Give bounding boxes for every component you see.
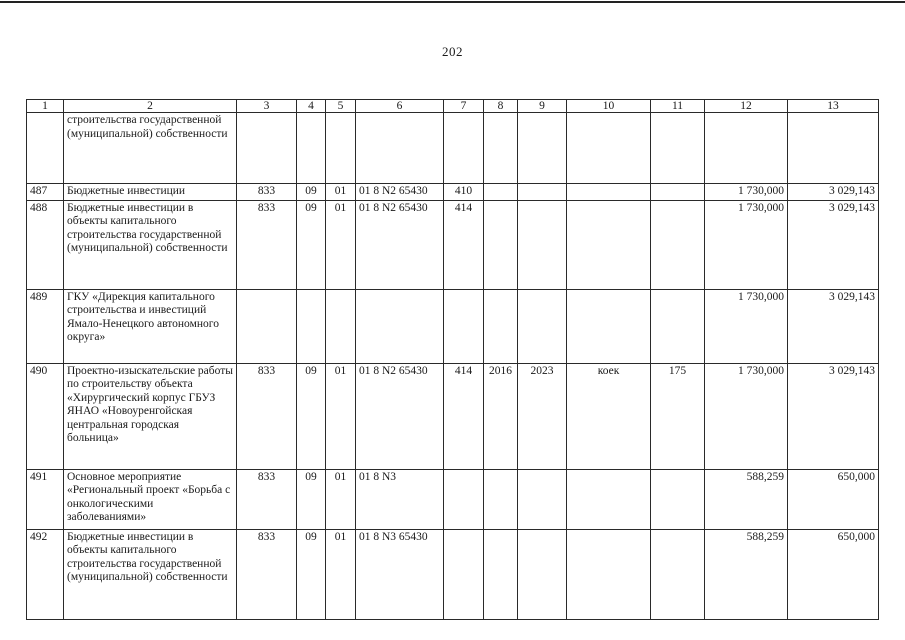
cell-section: 09 — [297, 529, 326, 619]
cell-start-year — [484, 469, 518, 529]
cell-capacity — [651, 200, 705, 289]
cell-amount-13 — [788, 113, 879, 184]
cell-amount-12: 1 730,000 — [705, 363, 788, 469]
cell-expense-type — [444, 529, 484, 619]
table-row — [27, 469, 879, 529]
cell-subsection — [326, 113, 356, 184]
cell-expense-type — [444, 289, 484, 363]
column-header: 12 — [705, 100, 788, 113]
table-row — [27, 184, 879, 201]
cell-amount-12: 1 730,000 — [705, 289, 788, 363]
cell-subsection: 01 — [326, 469, 356, 529]
cell-amount-12: 588,259 — [705, 529, 788, 619]
row-name: Бюджетные инвестиции в объекты капитального строительства государственной (муниципальной) собственности — [64, 200, 237, 289]
cell-section: 09 — [297, 469, 326, 529]
cell-section — [297, 113, 326, 184]
cell-amount-12: 588,259 — [705, 469, 788, 529]
cell-end-year — [518, 289, 567, 363]
column-header: 11 — [651, 100, 705, 113]
cell-ministry-code: 833 — [237, 469, 297, 529]
row-name: Основное мероприятие «Региональный проект «Борьба с онкологическими заболеваниями» — [64, 469, 237, 529]
column-header: 1 — [27, 100, 64, 113]
table-row — [27, 289, 879, 363]
budget-table — [26, 99, 879, 620]
cell-subsection: 01 — [326, 529, 356, 619]
table-row — [27, 529, 879, 619]
cell-subsection: 01 — [326, 363, 356, 469]
cell-section — [297, 289, 326, 363]
cell-subsection: 01 — [326, 200, 356, 289]
row-number: 487 — [27, 184, 64, 201]
column-header: 8 — [484, 100, 518, 113]
cell-unit — [567, 113, 651, 184]
cell-end-year — [518, 200, 567, 289]
cell-amount-13: 3 029,143 — [788, 184, 879, 201]
row-number: 491 — [27, 469, 64, 529]
column-header: 6 — [356, 100, 444, 113]
cell-section: 09 — [297, 200, 326, 289]
cell-ministry-code — [237, 113, 297, 184]
page-number: 202 — [442, 44, 463, 59]
table-row — [27, 363, 879, 469]
cell-unit — [567, 200, 651, 289]
table-row — [27, 200, 879, 289]
row-name: ГКУ «Дирекция капитального строительства и инвестиций Ямало-Ненецкого автономного округа» — [64, 289, 237, 363]
cell-section: 09 — [297, 184, 326, 201]
column-header: 5 — [326, 100, 356, 113]
column-header: 3 — [237, 100, 297, 113]
cell-expense-type: 414 — [444, 200, 484, 289]
cell-capacity — [651, 113, 705, 184]
row-name: Проектно-изыскательские работы по строительству объекта «Хирургический корпус ГБУЗ ЯНАО «Новоуренгойская центральная городская больница» — [64, 363, 237, 469]
cell-capacity: 175 — [651, 363, 705, 469]
column-header: 7 — [444, 100, 484, 113]
cell-amount-12 — [705, 113, 788, 184]
cell-end-year — [518, 469, 567, 529]
cell-amount-13: 3 029,143 — [788, 200, 879, 289]
row-number: 490 — [27, 363, 64, 469]
column-header: 9 — [518, 100, 567, 113]
column-header: 4 — [297, 100, 326, 113]
cell-section: 09 — [297, 363, 326, 469]
cell-expense-type — [444, 113, 484, 184]
cell-start-year — [484, 184, 518, 201]
cell-ministry-code — [237, 289, 297, 363]
row-number: 488 — [27, 200, 64, 289]
cell-ministry-code: 833 — [237, 363, 297, 469]
cell-target-article: 01 8 N3 65430 — [356, 529, 444, 619]
row-name: Бюджетные инвестиции — [64, 184, 237, 201]
cell-unit — [567, 184, 651, 201]
cell-amount-13: 3 029,143 — [788, 289, 879, 363]
cell-capacity — [651, 184, 705, 201]
cell-target-article: 01 8 N2 65430 — [356, 200, 444, 289]
cell-start-year — [484, 200, 518, 289]
cell-capacity — [651, 469, 705, 529]
cell-target-article — [356, 289, 444, 363]
row-number: 492 — [27, 529, 64, 619]
cell-capacity — [651, 289, 705, 363]
cell-end-year — [518, 113, 567, 184]
cell-amount-13: 650,000 — [788, 529, 879, 619]
row-name: строительства государственной (муниципальной) собственности — [64, 113, 237, 184]
cell-capacity — [651, 529, 705, 619]
column-number-row — [27, 100, 879, 113]
cell-start-year — [484, 113, 518, 184]
row-number: 489 — [27, 289, 64, 363]
column-header: 2 — [64, 100, 237, 113]
cell-subsection: 01 — [326, 184, 356, 201]
cell-end-year: 2023 — [518, 363, 567, 469]
cell-ministry-code: 833 — [237, 184, 297, 201]
cell-ministry-code: 833 — [237, 529, 297, 619]
column-header: 10 — [567, 100, 651, 113]
cell-unit — [567, 529, 651, 619]
cell-unit — [567, 289, 651, 363]
cell-start-year — [484, 289, 518, 363]
cell-target-article — [356, 113, 444, 184]
cell-amount-13: 650,000 — [788, 469, 879, 529]
cell-expense-type — [444, 469, 484, 529]
row-name: Бюджетные инвестиции в объекты капитального строительства государственной (муниципальной) собственности — [64, 529, 237, 619]
cell-ministry-code: 833 — [237, 200, 297, 289]
cell-target-article: 01 8 N2 65430 — [356, 184, 444, 201]
cell-amount-12: 1 730,000 — [705, 200, 788, 289]
cell-subsection — [326, 289, 356, 363]
row-number — [27, 113, 64, 184]
cell-expense-type: 414 — [444, 363, 484, 469]
table-header — [27, 100, 879, 113]
cell-end-year — [518, 184, 567, 201]
cell-expense-type: 410 — [444, 184, 484, 201]
cell-amount-13: 3 029,143 — [788, 363, 879, 469]
top-rule — [0, 1, 905, 3]
cell-start-year: 2016 — [484, 363, 518, 469]
table-row — [27, 113, 879, 184]
cell-unit — [567, 469, 651, 529]
column-header: 13 — [788, 100, 879, 113]
cell-end-year — [518, 529, 567, 619]
cell-target-article: 01 8 N3 — [356, 469, 444, 529]
cell-amount-12: 1 730,000 — [705, 184, 788, 201]
cell-unit: коек — [567, 363, 651, 469]
cell-start-year — [484, 529, 518, 619]
cell-target-article: 01 8 N2 65430 — [356, 363, 444, 469]
